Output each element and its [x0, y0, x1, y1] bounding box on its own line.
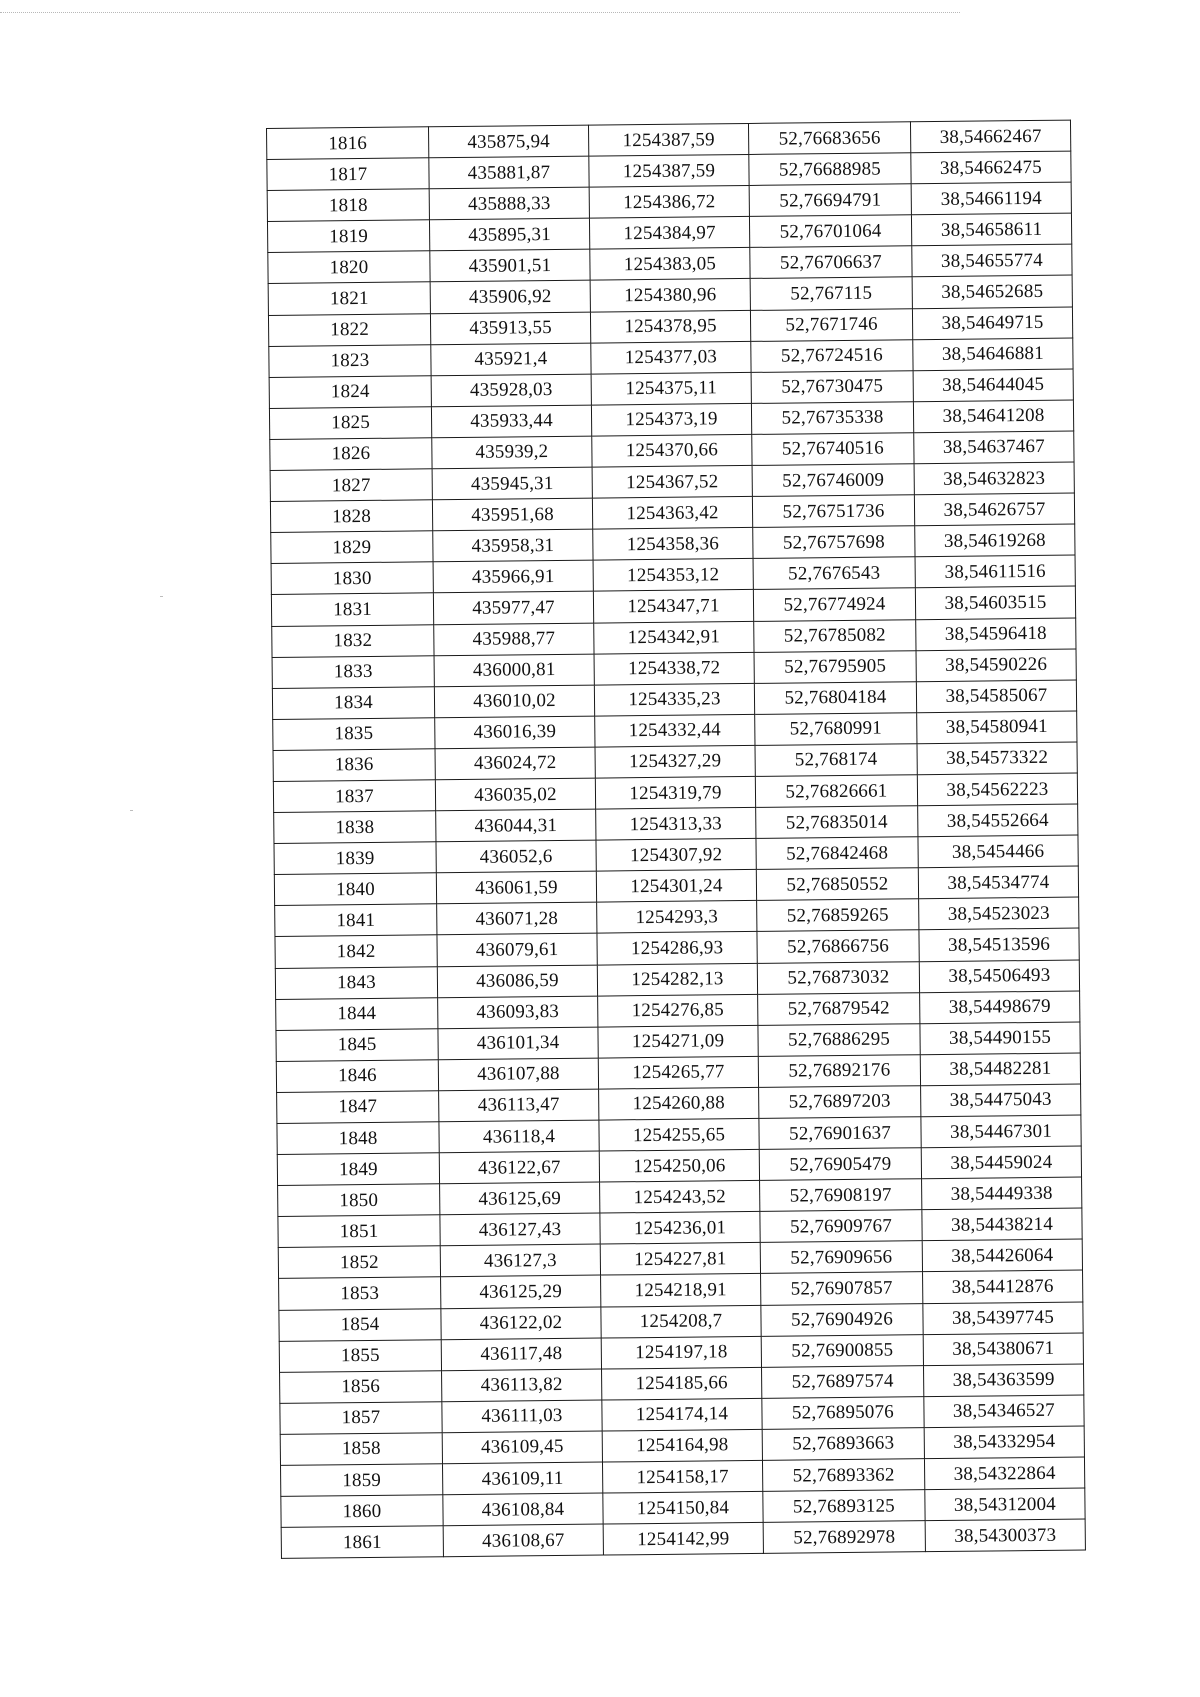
longitude-cell: 38,54646881: [913, 338, 1073, 371]
x-coordinate-cell: 436122,67: [439, 1151, 599, 1184]
latitude-cell: 52,76757698: [753, 526, 915, 559]
longitude-cell: 38,54426064: [922, 1239, 1082, 1272]
longitude-cell: 38,54397745: [923, 1302, 1083, 1335]
latitude-cell: 52,76904926: [761, 1303, 923, 1336]
y-coordinate-cell: 1254387,59: [588, 123, 748, 156]
x-coordinate-cell: 436086,59: [437, 965, 597, 998]
y-coordinate-cell: 1254236,01: [600, 1212, 760, 1245]
longitude-cell: 38,54332954: [924, 1426, 1084, 1459]
y-coordinate-cell: 1254286,93: [597, 932, 757, 965]
x-coordinate-cell: 435977,47: [433, 592, 593, 625]
y-coordinate-cell: 1254271,09: [598, 1025, 758, 1058]
x-coordinate-cell: 435881,87: [429, 156, 589, 189]
point-number-cell: 1834: [272, 686, 434, 719]
longitude-cell: 38,54459024: [921, 1146, 1081, 1179]
y-coordinate-cell: 1254250,06: [599, 1149, 759, 1182]
point-number-cell: 1842: [275, 935, 437, 968]
point-number-cell: 1820: [268, 251, 430, 284]
point-number-cell: 1816: [267, 127, 429, 160]
x-coordinate-cell: 436125,29: [441, 1276, 601, 1309]
latitude-cell: 52,76730475: [751, 370, 913, 403]
scan-speck: [160, 596, 163, 597]
latitude-cell: 52,76866756: [757, 930, 919, 963]
longitude-cell: 38,54482281: [920, 1053, 1080, 1086]
longitude-cell: 38,54662475: [911, 151, 1071, 184]
x-coordinate-cell: 436127,43: [440, 1213, 600, 1246]
latitude-cell: 52,76907857: [761, 1272, 923, 1305]
y-coordinate-cell: 1254265,77: [598, 1056, 758, 1089]
latitude-cell: 52,76905479: [759, 1148, 921, 1181]
latitude-cell: 52,76893125: [763, 1490, 925, 1523]
y-coordinate-cell: 1254383,05: [590, 248, 750, 281]
x-coordinate-cell: 436107,88: [438, 1058, 598, 1091]
point-number-cell: 1835: [273, 718, 435, 751]
longitude-cell: 38,54380671: [923, 1333, 1083, 1366]
x-coordinate-cell: 436052,6: [436, 840, 596, 873]
longitude-cell: 38,54637467: [914, 431, 1074, 464]
x-coordinate-cell: 436079,61: [437, 934, 597, 967]
longitude-cell: 38,54312004: [925, 1488, 1085, 1521]
latitude-cell: 52,76835014: [756, 806, 918, 839]
point-number-cell: 1827: [270, 469, 432, 502]
longitude-cell: 38,54603515: [915, 586, 1075, 619]
point-number-cell: 1857: [280, 1402, 442, 1435]
longitude-cell: 38,54585067: [916, 680, 1076, 713]
y-coordinate-cell: 1254332,44: [595, 714, 755, 747]
point-number-cell: 1844: [276, 997, 438, 1030]
y-coordinate-cell: 1254208,7: [601, 1305, 761, 1338]
y-coordinate-cell: 1254378,95: [590, 310, 750, 343]
point-number-cell: 1817: [267, 158, 429, 191]
y-coordinate-cell: 1254335,23: [594, 683, 754, 716]
latitude-cell: 52,76842468: [756, 837, 918, 870]
y-coordinate-cell: 1254174,14: [602, 1398, 762, 1431]
x-coordinate-cell: 436108,67: [443, 1524, 603, 1557]
x-coordinate-cell: 436111,03: [442, 1400, 602, 1433]
y-coordinate-cell: 1254370,66: [592, 434, 752, 467]
longitude-cell: 38,54655774: [912, 244, 1072, 277]
longitude-cell: 38,54611516: [915, 555, 1075, 588]
point-number-cell: 1840: [274, 873, 436, 906]
latitude-cell: 52,76826661: [755, 775, 917, 808]
y-coordinate-cell: 1254142,99: [603, 1523, 763, 1556]
latitude-cell: 52,76893663: [762, 1428, 924, 1461]
y-coordinate-cell: 1254353,12: [593, 559, 753, 592]
x-coordinate-cell: 436010,02: [434, 685, 594, 718]
x-coordinate-cell: 436109,45: [442, 1431, 602, 1464]
longitude-cell: 38,54363599: [923, 1364, 1083, 1397]
point-number-cell: 1860: [281, 1495, 443, 1528]
x-coordinate-cell: 436117,48: [441, 1338, 601, 1371]
y-coordinate-cell: 1254227,81: [600, 1243, 760, 1276]
y-coordinate-cell: 1254313,33: [596, 807, 756, 840]
latitude-cell: 52,76886295: [758, 1023, 920, 1056]
point-number-cell: 1819: [267, 220, 429, 253]
latitude-cell: 52,76892176: [758, 1055, 920, 1088]
latitude-cell: 52,76895076: [762, 1397, 924, 1430]
x-coordinate-cell: 435921,4: [431, 343, 591, 376]
x-coordinate-cell: 436113,82: [442, 1369, 602, 1402]
longitude-cell: 38,54596418: [916, 618, 1076, 651]
latitude-cell: 52,76688985: [749, 153, 911, 186]
point-number-cell: 1859: [281, 1464, 443, 1497]
latitude-cell: 52,76897203: [759, 1086, 921, 1119]
x-coordinate-cell: 436071,28: [437, 902, 597, 935]
longitude-cell: 38,54652685: [912, 276, 1072, 309]
x-coordinate-cell: 436016,39: [435, 716, 595, 749]
y-coordinate-cell: 1254255,65: [599, 1118, 759, 1151]
point-number-cell: 1823: [269, 344, 431, 377]
point-number-cell: 1829: [271, 531, 433, 564]
point-number-cell: 1856: [280, 1370, 442, 1403]
latitude-cell: 52,76893362: [762, 1459, 924, 1492]
longitude-cell: 38,54412876: [923, 1270, 1083, 1303]
x-coordinate-cell: 435966,91: [433, 560, 593, 593]
y-coordinate-cell: 1254347,71: [593, 590, 753, 623]
longitude-cell: 38,54562223: [917, 773, 1077, 806]
latitude-cell: 52,76774924: [753, 588, 915, 621]
point-number-cell: 1836: [273, 749, 435, 782]
x-coordinate-cell: 435928,03: [431, 374, 591, 407]
point-number-cell: 1854: [279, 1308, 441, 1341]
latitude-cell: 52,76897574: [762, 1365, 924, 1398]
y-coordinate-cell: 1254218,91: [601, 1274, 761, 1307]
point-number-cell: 1830: [271, 562, 433, 595]
x-coordinate-cell: 436118,4: [439, 1120, 599, 1153]
latitude-cell: 52,76785082: [754, 619, 916, 652]
longitude-cell: 38,54649715: [912, 307, 1072, 340]
point-number-cell: 1828: [270, 500, 432, 533]
longitude-cell: 38,54661194: [911, 182, 1071, 215]
x-coordinate-cell: 435933,44: [431, 405, 591, 438]
y-coordinate-cell: 1254185,66: [602, 1367, 762, 1400]
y-coordinate-cell: 1254158,17: [602, 1460, 762, 1493]
point-number-cell: 1858: [280, 1433, 442, 1466]
scan-top-edge-line: [0, 12, 960, 13]
longitude-cell: 38,54322864: [924, 1457, 1084, 1490]
x-coordinate-cell: 435945,31: [432, 467, 592, 500]
x-coordinate-cell: 436125,69: [440, 1182, 600, 1215]
point-number-cell: 1822: [268, 313, 430, 346]
coordinates-table-container: [266, 120, 1086, 1560]
x-coordinate-cell: 436035,02: [435, 778, 595, 811]
y-coordinate-cell: 1254301,24: [596, 870, 756, 903]
latitude-cell: 52,76683656: [748, 122, 910, 155]
point-number-cell: 1849: [277, 1153, 439, 1186]
longitude-cell: 38,54498679: [920, 991, 1080, 1024]
point-number-cell: 1851: [278, 1215, 440, 1248]
y-coordinate-cell: 1254377,03: [591, 341, 751, 374]
x-coordinate-cell: 435958,31: [433, 529, 593, 562]
latitude-cell: 52,76908197: [760, 1179, 922, 1212]
point-number-cell: 1841: [275, 904, 437, 937]
point-number-cell: 1861: [281, 1526, 443, 1559]
y-coordinate-cell: 1254282,13: [597, 963, 757, 996]
point-number-cell: 1847: [277, 1091, 439, 1124]
y-coordinate-cell: 1254384,97: [589, 217, 749, 250]
latitude-cell: 52,76900855: [761, 1334, 923, 1367]
longitude-cell: 38,54590226: [916, 649, 1076, 682]
longitude-cell: 38,54506493: [919, 960, 1079, 993]
longitude-cell: 38,54523023: [919, 897, 1079, 930]
latitude-cell: 52,76694791: [749, 184, 911, 217]
latitude-cell: 52,76879542: [758, 992, 920, 1025]
latitude-cell: 52,76701064: [749, 215, 911, 248]
y-coordinate-cell: 1254243,52: [600, 1181, 760, 1214]
y-coordinate-cell: 1254276,85: [598, 994, 758, 1027]
y-coordinate-cell: 1254373,19: [591, 403, 751, 436]
longitude-cell: 38,5454466: [918, 835, 1078, 868]
longitude-cell: 38,54438214: [922, 1208, 1082, 1241]
latitude-cell: 52,7680991: [755, 712, 917, 745]
longitude-cell: 38,54662467: [910, 120, 1070, 153]
x-coordinate-cell: 436024,72: [435, 747, 595, 780]
latitude-cell: 52,76859265: [757, 899, 919, 932]
point-number-cell: 1852: [278, 1246, 440, 1279]
latitude-cell: 52,76735338: [751, 402, 913, 435]
latitude-cell: 52,76795905: [754, 650, 916, 683]
y-coordinate-cell: 1254380,96: [590, 279, 750, 312]
y-coordinate-cell: 1254293,3: [597, 901, 757, 934]
latitude-cell: 52,7671746: [750, 308, 912, 341]
point-number-cell: 1821: [268, 282, 430, 315]
point-number-cell: 1825: [269, 407, 431, 440]
x-coordinate-cell: 436000,81: [434, 654, 594, 687]
longitude-cell: 38,54467301: [921, 1115, 1081, 1148]
x-coordinate-cell: 435901,51: [430, 249, 590, 282]
y-coordinate-cell: 1254338,72: [594, 652, 754, 685]
y-coordinate-cell: 1254327,29: [595, 745, 755, 778]
latitude-cell: 52,76746009: [752, 464, 914, 497]
x-coordinate-cell: 435951,68: [432, 498, 592, 531]
longitude-cell: 38,54641208: [913, 400, 1073, 433]
point-number-cell: 1824: [269, 376, 431, 409]
longitude-cell: 38,54449338: [922, 1177, 1082, 1210]
point-number-cell: 1853: [279, 1277, 441, 1310]
longitude-cell: 38,54300373: [925, 1519, 1085, 1552]
y-coordinate-cell: 1254319,79: [595, 776, 755, 809]
x-coordinate-cell: 435988,77: [434, 623, 594, 656]
y-coordinate-cell: 1254375,11: [591, 372, 751, 405]
latitude-cell: 52,76804184: [754, 681, 916, 714]
y-coordinate-cell: 1254307,92: [596, 839, 756, 872]
longitude-cell: 38,54475043: [921, 1084, 1081, 1117]
x-coordinate-cell: 436122,02: [441, 1307, 601, 1340]
scan-speck: [130, 810, 133, 811]
longitude-cell: 38,54580941: [917, 711, 1077, 744]
y-coordinate-cell: 1254260,88: [599, 1087, 759, 1120]
latitude-cell: 52,76909656: [760, 1241, 922, 1274]
latitude-cell: 52,76751736: [752, 495, 914, 528]
longitude-cell: 38,54626757: [914, 493, 1074, 526]
latitude-cell: 52,76706637: [750, 246, 912, 279]
longitude-cell: 38,54573322: [917, 742, 1077, 775]
latitude-cell: 52,76740516: [752, 433, 914, 466]
x-coordinate-cell: 436044,31: [436, 809, 596, 842]
latitude-cell: 52,7676543: [753, 557, 915, 590]
latitude-cell: 52,76873032: [757, 961, 919, 994]
point-number-cell: 1845: [276, 1028, 438, 1061]
point-number-cell: 1831: [271, 593, 433, 626]
latitude-cell: 52,76909767: [760, 1210, 922, 1243]
latitude-cell: 52,76892978: [763, 1521, 925, 1554]
point-number-cell: 1838: [274, 811, 436, 844]
y-coordinate-cell: 1254363,42: [592, 497, 752, 530]
longitude-cell: 38,54513596: [919, 928, 1079, 961]
x-coordinate-cell: 435888,33: [429, 187, 589, 220]
longitude-cell: 38,54552664: [918, 804, 1078, 837]
y-coordinate-cell: 1254342,91: [594, 621, 754, 654]
latitude-cell: 52,767115: [750, 277, 912, 310]
x-coordinate-cell: 435906,92: [430, 281, 590, 314]
point-number-cell: 1850: [278, 1184, 440, 1217]
y-coordinate-cell: 1254197,18: [601, 1336, 761, 1369]
point-number-cell: 1855: [279, 1339, 441, 1372]
longitude-cell: 38,54619268: [915, 524, 1075, 557]
y-coordinate-cell: 1254150,84: [603, 1491, 763, 1524]
x-coordinate-cell: 436113,47: [439, 1089, 599, 1122]
y-coordinate-cell: 1254387,59: [589, 155, 749, 188]
x-coordinate-cell: 436061,59: [436, 871, 596, 904]
point-number-cell: 1839: [274, 842, 436, 875]
longitude-cell: 38,54632823: [914, 462, 1074, 495]
latitude-cell: 52,76724516: [751, 339, 913, 372]
coordinates-table-body: [267, 120, 1086, 1559]
point-number-cell: 1848: [277, 1122, 439, 1155]
point-number-cell: 1818: [267, 189, 429, 222]
y-coordinate-cell: 1254358,36: [593, 528, 753, 561]
latitude-cell: 52,76850552: [756, 868, 918, 901]
x-coordinate-cell: 435895,31: [429, 218, 589, 251]
x-coordinate-cell: 435913,55: [430, 312, 590, 345]
point-number-cell: 1846: [276, 1060, 438, 1093]
x-coordinate-cell: 436093,83: [438, 996, 598, 1029]
longitude-cell: 38,54534774: [918, 866, 1078, 899]
y-coordinate-cell: 1254367,52: [592, 465, 752, 498]
x-coordinate-cell: 436101,34: [438, 1027, 598, 1060]
point-number-cell: 1826: [270, 438, 432, 471]
latitude-cell: 52,768174: [755, 744, 917, 777]
latitude-cell: 52,76901637: [759, 1117, 921, 1150]
x-coordinate-cell: 436108,84: [443, 1493, 603, 1526]
x-coordinate-cell: 436109,11: [442, 1462, 602, 1495]
y-coordinate-cell: 1254386,72: [589, 186, 749, 219]
x-coordinate-cell: 435939,2: [432, 436, 592, 469]
longitude-cell: 38,54490155: [920, 1022, 1080, 1055]
y-coordinate-cell: 1254164,98: [602, 1429, 762, 1462]
point-number-cell: 1843: [275, 966, 437, 999]
x-coordinate-cell: 436127,3: [440, 1244, 600, 1277]
longitude-cell: 38,54644045: [913, 369, 1073, 402]
longitude-cell: 38,54658611: [911, 213, 1071, 246]
coordinates-table: [266, 120, 1086, 1560]
point-number-cell: 1837: [273, 780, 435, 813]
point-number-cell: 1832: [272, 624, 434, 657]
point-number-cell: 1833: [272, 655, 434, 688]
longitude-cell: 38,54346527: [924, 1395, 1084, 1428]
x-coordinate-cell: 435875,94: [428, 125, 588, 158]
